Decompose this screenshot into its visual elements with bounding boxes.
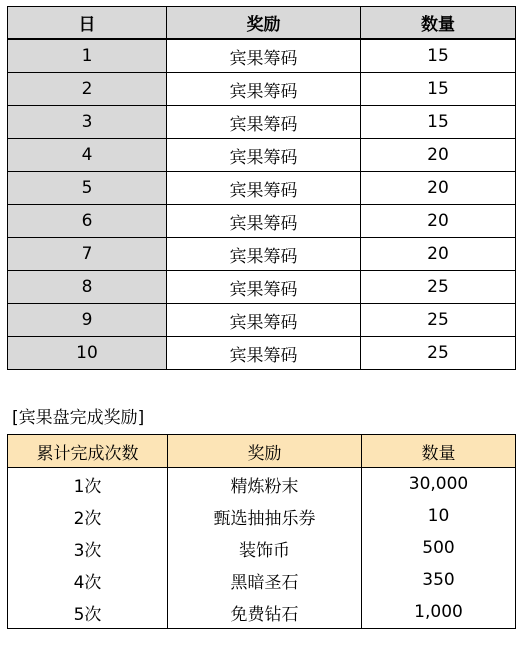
table-row bbox=[8, 532, 516, 564]
completion-count-cell: 1次 bbox=[8, 468, 168, 501]
quantity-cell: 15 bbox=[361, 106, 516, 139]
quantity-cell: 20 bbox=[361, 205, 516, 238]
day-cell: 5 bbox=[8, 172, 167, 205]
reward-cell: 宾果筹码 bbox=[167, 337, 361, 370]
table-row bbox=[8, 271, 516, 304]
header-reward: 奖励 bbox=[167, 7, 361, 40]
quantity-cell: 15 bbox=[361, 73, 516, 106]
quantity-cell: 20 bbox=[361, 172, 516, 205]
section-title: [宾果盘完成奖励] bbox=[12, 408, 145, 428]
day-cell: 8 bbox=[8, 271, 167, 304]
header-day: 日 bbox=[8, 7, 167, 40]
reward-cell: 宾果筹码 bbox=[167, 238, 361, 271]
quantity-cell: 25 bbox=[361, 304, 516, 337]
table-row bbox=[8, 564, 516, 596]
table-row bbox=[8, 500, 516, 532]
completion-table-header-row bbox=[8, 435, 516, 468]
day-cell: 10 bbox=[8, 337, 167, 370]
quantity-cell: 15 bbox=[361, 39, 516, 73]
table-row bbox=[8, 337, 516, 370]
quantity-cell: 1,000 bbox=[362, 596, 516, 629]
daily-reward-table bbox=[7, 6, 516, 370]
reward-cell: 宾果筹码 bbox=[167, 172, 361, 205]
day-cell: 6 bbox=[8, 205, 167, 238]
table-row bbox=[8, 106, 516, 139]
header-completion-count: 累计完成次数 bbox=[8, 435, 168, 468]
day-cell: 1 bbox=[8, 39, 167, 73]
day-cell: 7 bbox=[8, 238, 167, 271]
reward-cell: 精炼粉末 bbox=[168, 468, 362, 501]
daily-table-header-row bbox=[8, 7, 516, 40]
table-row bbox=[8, 205, 516, 238]
completion-count-cell: 3次 bbox=[8, 532, 168, 564]
table-row bbox=[8, 596, 516, 629]
quantity-cell: 25 bbox=[361, 337, 516, 370]
reward-cell: 免费钻石 bbox=[168, 596, 362, 629]
table-row bbox=[8, 39, 516, 73]
reward-cell: 宾果筹码 bbox=[167, 106, 361, 139]
table-row bbox=[8, 304, 516, 337]
quantity-cell: 500 bbox=[362, 532, 516, 564]
quantity-cell: 30,000 bbox=[362, 468, 516, 501]
reward-cell: 甄选抽抽乐券 bbox=[168, 500, 362, 532]
table-row bbox=[8, 139, 516, 172]
quantity-cell: 350 bbox=[362, 564, 516, 596]
table-row bbox=[8, 172, 516, 205]
day-cell: 3 bbox=[8, 106, 167, 139]
reward-cell: 装饰币 bbox=[168, 532, 362, 564]
reward-cell: 宾果筹码 bbox=[167, 205, 361, 238]
completion-count-cell: 5次 bbox=[8, 596, 168, 629]
header-quantity: 数量 bbox=[362, 435, 516, 468]
reward-cell: 宾果筹码 bbox=[167, 271, 361, 304]
day-cell: 9 bbox=[8, 304, 167, 337]
quantity-cell: 20 bbox=[361, 139, 516, 172]
quantity-cell: 20 bbox=[361, 238, 516, 271]
reward-cell: 宾果筹码 bbox=[167, 73, 361, 106]
completion-reward-table bbox=[7, 434, 516, 629]
table-row bbox=[8, 238, 516, 271]
day-cell: 2 bbox=[8, 73, 167, 106]
reward-cell: 宾果筹码 bbox=[167, 139, 361, 172]
day-cell: 4 bbox=[8, 139, 167, 172]
reward-cell: 宾果筹码 bbox=[167, 304, 361, 337]
header-quantity: 数量 bbox=[361, 7, 516, 40]
completion-count-cell: 4次 bbox=[8, 564, 168, 596]
table-row bbox=[8, 73, 516, 106]
reward-cell: 黑暗圣石 bbox=[168, 564, 362, 596]
table-row bbox=[8, 468, 516, 501]
reward-cell: 宾果筹码 bbox=[167, 39, 361, 73]
quantity-cell: 25 bbox=[361, 271, 516, 304]
header-reward: 奖励 bbox=[168, 435, 362, 468]
completion-count-cell: 2次 bbox=[8, 500, 168, 532]
quantity-cell: 10 bbox=[362, 500, 516, 532]
